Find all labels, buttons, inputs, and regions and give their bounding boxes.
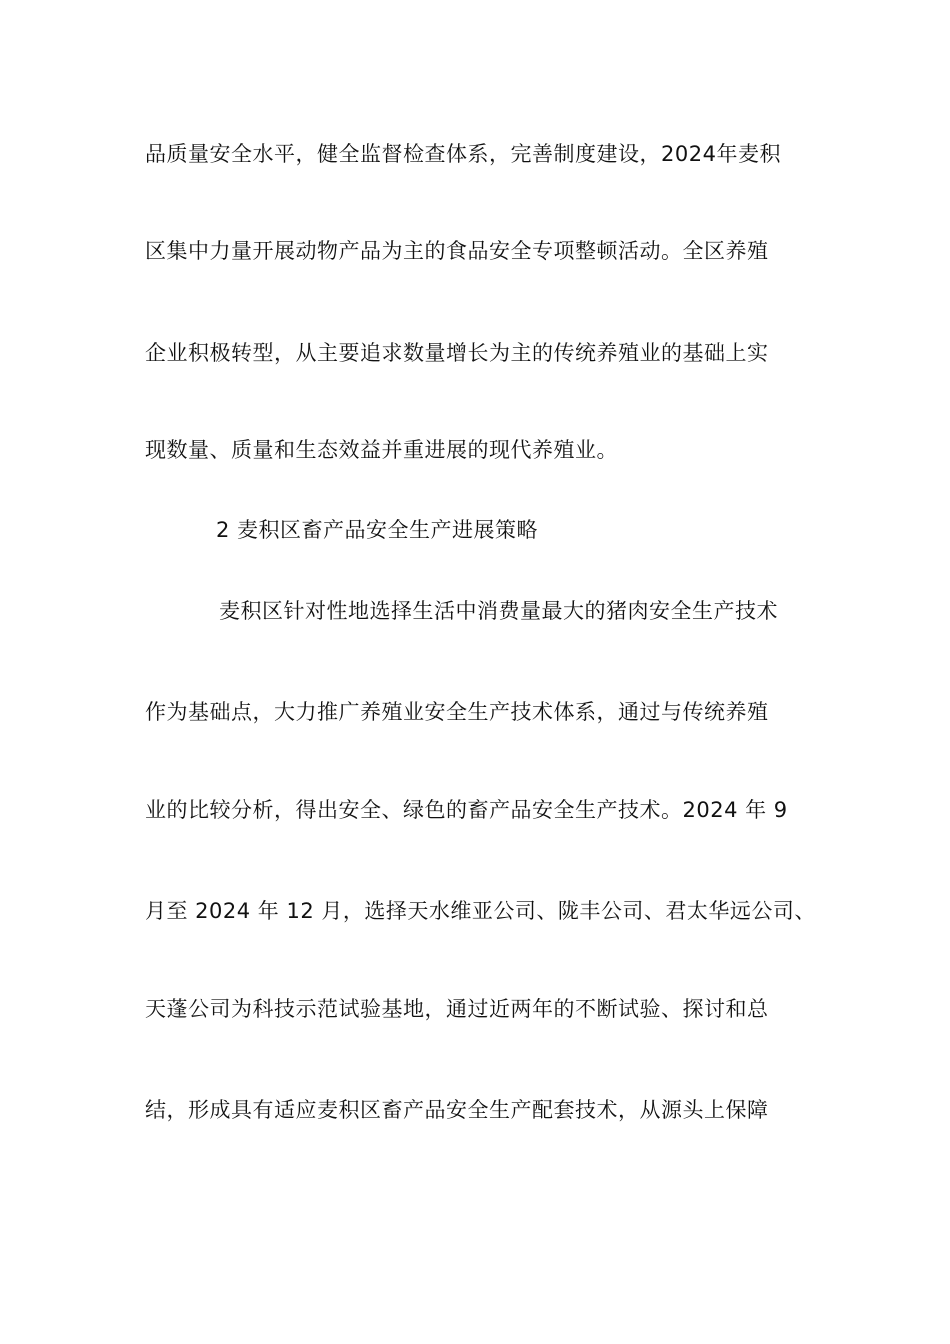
paragraph2-line-3: 业的比较分析，得出安全、绿色的畜产品安全生产技术。2024 年 9 xyxy=(145,798,788,822)
paragraph2-line-5: 天蓬公司为科技示范试验基地，通过近两年的不断试验、探讨和总 xyxy=(145,997,769,1021)
paragraph1-line-4: 现数量、质量和生态效益并重进展的现代养殖业。 xyxy=(145,438,618,462)
paragraph2-line-2: 作为基础点，大力推广养殖业安全生产技术体系，通过与传统养殖 xyxy=(145,700,769,724)
paragraph2-line-6: 结，形成具有适应麦积区畜产品安全生产配套技术，从源头上保障 xyxy=(145,1098,769,1122)
paragraph2-line-4: 月至 2024 年 12 月，选择天水维亚公司、陇丰公司、君太华远公司、 xyxy=(145,899,816,923)
paragraph2-line-1: 麦积区针对性地选择生活中消费量最大的猪肉安全生产技术 xyxy=(219,599,778,623)
paragraph1-line-2: 区集中力量开展动物产品为主的食品安全专项整顿活动。全区养殖 xyxy=(145,239,769,263)
paragraph1-line-3: 企业积极转型，从主要追求数量增长为主的传统养殖业的基础上实 xyxy=(145,341,769,365)
paragraph1-line-1: 品质量安全水平，健全监督检查体系，完善制度建设，2024年麦积 xyxy=(145,142,781,166)
section-heading: 2 麦积区畜产品安全生产进展策略 xyxy=(216,518,539,542)
